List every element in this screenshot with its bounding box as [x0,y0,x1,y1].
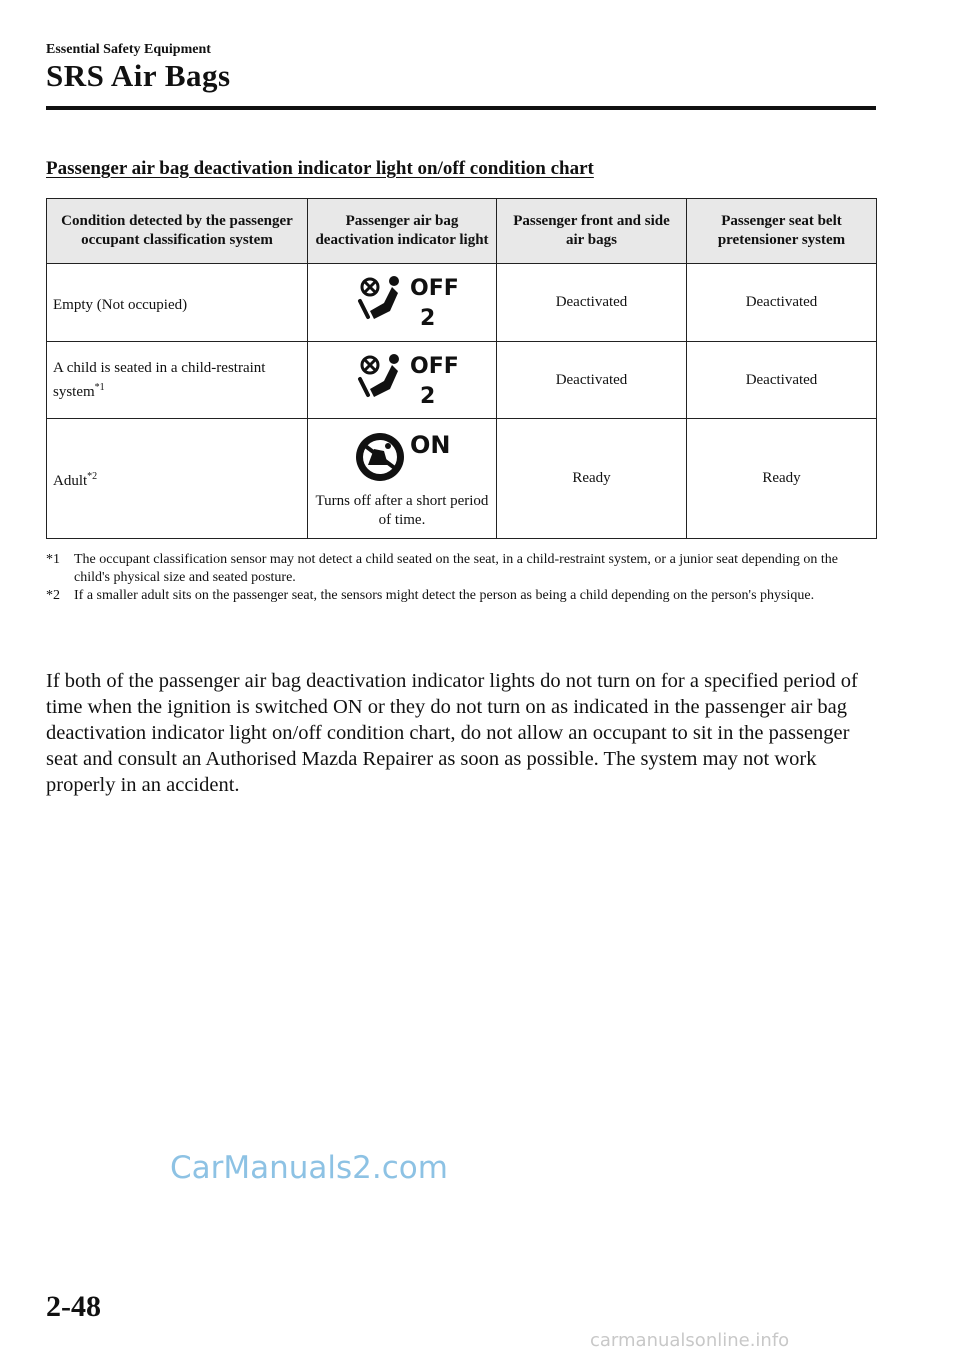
watermark: CarManuals2.com [170,1150,448,1186]
site-watermark: carmanualsonline.info [590,1330,790,1351]
footnote-ref: *2 [87,470,98,482]
condition-text: Empty (Not occupied) [53,296,188,313]
table-header-row [47,199,877,264]
condition-cell [47,342,308,419]
header-pretensioner: Passenger seat belt pretensioner system [687,199,877,264]
airbags-status: Ready [497,419,687,539]
footnote [46,587,876,605]
header-airbags: Passenger front and side air bags [497,199,687,264]
indicator-label: OFF [410,353,459,379]
airbags-status: Deactivated [497,342,687,419]
page-number: 2-48 [46,1290,101,1323]
footnotes [46,551,876,605]
condition-chart-table [46,198,877,539]
airbags-status: Deactivated [497,264,687,342]
section-label: Essential Safety Equipment [46,42,211,57]
pretensioner-status: Deactivated [687,342,877,419]
header-condition: Condition detected by the passenger occupant classification system [47,199,308,264]
pretensioner-status: Ready [687,419,877,539]
header-rule [46,106,876,110]
table-row [47,264,877,342]
indicator-digit: 2 [420,383,436,409]
pretensioner-status: Deactivated [687,264,877,342]
condition-text: A child is seated in a child-restraint system [53,359,266,400]
condition-cell [47,264,308,342]
footnote-ref: *1 [94,381,105,393]
indicator-cell [308,342,497,419]
indicator-label: OFF [410,276,459,301]
airbag-on-indicator-icon [352,427,452,485]
indicator-note: Turns off after a short period of time. [315,493,489,528]
indicator-label: ON [410,431,451,459]
chart-heading: Passenger air bag deactivation indicator light on/off condition chart [46,158,594,179]
page-title: SRS Air Bags [46,58,231,93]
condition-cell [47,419,308,539]
header-indicator: Passenger air bag deactivation indicator light [308,199,497,264]
table-row [47,342,877,419]
indicator-cell [308,419,497,539]
indicator-digit: 2 [420,306,436,331]
airbag-off-indicator-icon [352,349,459,409]
body-paragraph: If both of the passenger air bag deactivation indicator lights do not turn on for a specified period of time when the ignition is switched ON or they do not turn on as indicated in the passenger air bag deactivation indicator light on/off condition chart, do not allow an occupant to sit in the passenger seat and consult an Authorised Mazda Repairer as soon as possible. The system may not work properly in an accident. [46,670,858,796]
footnote-mark: *1 [46,552,60,567]
condition-text: Adult [53,472,88,489]
footnote-mark: *2 [46,588,60,603]
footnote-text: The occupant classification sensor may not detect a child seated on the seat, in a child-restraint system, or a junior seat depending on the child's physical size and seated posture. [74,552,838,585]
airbag-off-indicator-icon [352,271,459,331]
indicator-cell [308,264,497,342]
footnote [46,551,876,587]
table-row [47,419,877,539]
footnote-text: If a smaller adult sits on the passenger seat, the sensors might detect the person as being a child depending on the person's physique. [74,588,815,603]
